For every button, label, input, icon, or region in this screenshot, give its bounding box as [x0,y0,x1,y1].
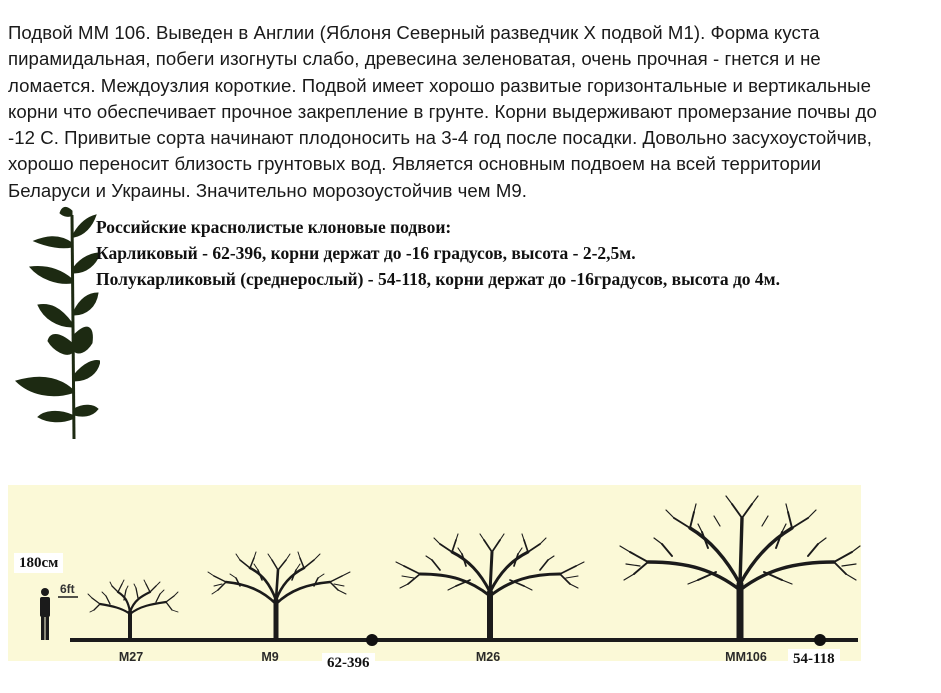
russian-label-54-118: 54-118 [788,649,840,669]
tree-m27 [88,580,178,638]
person-ft-label: 6ft [60,582,75,596]
intro-line: пирамидальная, побеги изогнуты слабо, древесина зеленоватая, очень прочная - гнется и не [8,48,821,70]
tree-m26 [396,534,584,638]
tree-mm106 [620,496,860,638]
intro-line: Подвой ММ 106. Выведен в Англии (Яблоня Северный разведчик Х подвой М1). Форма куста [8,22,820,43]
person-silhouette [40,588,50,640]
intro-line: -12 С. Привитые сорта начинают плодоносить на 3-4 год после посадки. Довольно засухоустойчив, [8,127,873,149]
semidwarf-line: Полукарликовый (среднерослый) - 54-118, корни держат до -16градусов, высота до 4м. [96,269,780,289]
clonal-heading: Российские краснолистые клоновые подвои: [96,217,452,237]
tree-label-m9: M9 [261,650,279,664]
intro-line: корни что обеспечивает прочное закрепление в грунте. Корни выдерживают промерзание почвы до [8,100,877,122]
tree-label-m27: M27 [118,650,144,664]
tree-label-m26: M26 [475,650,501,664]
intro-line: Беларуси и Украины. Значительно морозоустойчив чем М9. [8,179,527,201]
person-height-label: 180см [14,553,63,573]
tree-m9 [208,552,350,638]
russian-label-62-396: 62-396 [322,653,375,673]
tree-label-mm106: MM106 [725,650,767,664]
intro-line: хорошо переносит близость грунтовых вод. Является основным подвоем на всей территории [8,153,822,175]
dwarf-line: Карликовый - 62-396, корни держат до -16 градусов, высота - 2-2,5м. [96,243,636,263]
marker-54-118 [814,634,826,646]
marker-62-396 [366,634,378,646]
intro-line: ломается. Междоузлия короткие. Подвой имеет хорошо развитые горизонтальные и вертикальные [8,74,871,96]
